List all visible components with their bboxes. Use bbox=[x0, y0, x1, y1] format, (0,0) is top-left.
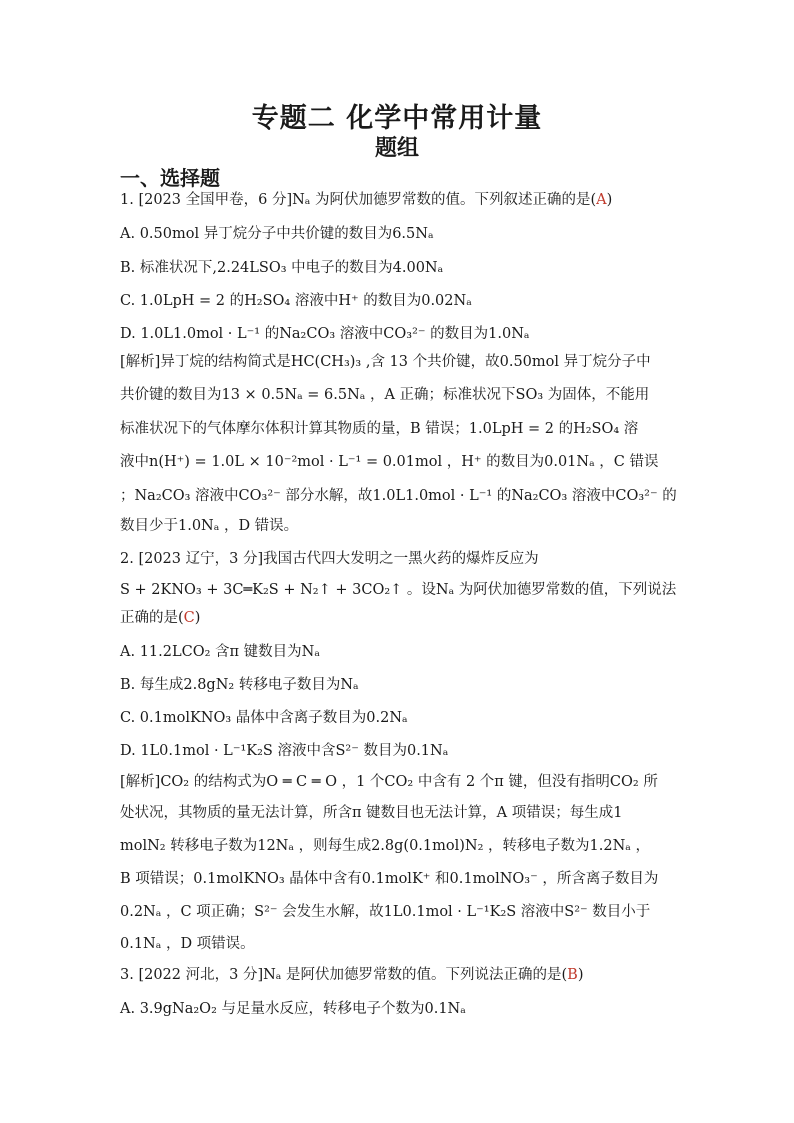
q1-analysis-line: ；Na₂CO₃ 溶液中CO₃²⁻ 部分水解，故1.0L1.0mol · L⁻¹ 的Na₂CO₃ 溶液中CO₃²⁻ 的 bbox=[120, 488, 677, 504]
q1-option-c: C. 1.0LpH = 2 的H₂SO₄ 溶液中H⁺ 的数目为0.02Nₐ bbox=[120, 293, 472, 309]
q1-option-d: D. 1.0L1.0mol · L⁻¹ 的Na₂CO₃ 溶液中CO₃²⁻ 的数目为1.0Nₐ bbox=[120, 326, 530, 342]
q3-close-paren: ) bbox=[577, 967, 584, 983]
q2-close-paren: ) bbox=[194, 610, 201, 626]
q1-option-b: B. 标准状况下,2.24LSO₃ 中电子的数目为4.00Nₐ bbox=[120, 260, 444, 276]
q1-analysis-line: 液中n(H⁺) = 1.0L × 10⁻²mol · L⁻¹ = 0.01mol ，H⁺ 的数目为0.01Nₐ ，C 错误 bbox=[120, 454, 659, 470]
q1-analysis-line: 标准状况下的气体摩尔体积计算其物质的量，B 错误；1.0LpH = 2 的H₂SO₄ 溶 bbox=[120, 421, 639, 437]
q2-stem-line-3 bbox=[120, 608, 200, 628]
q1-stem: 1. [2023 全国甲卷，6 分]Nₐ 为阿伏加德罗常数的值。下列叙述正确的是( bbox=[120, 192, 597, 208]
q2-option-a: A. 11.2LCO₂ 含π 键数目为Nₐ bbox=[120, 644, 320, 660]
q2-analysis-line: 0.1Nₐ ，D 项错误。 bbox=[120, 936, 255, 952]
q3-option-a: A. 3.9gNa₂O₂ 与足量水反应，转移电子个数为0.1Nₐ bbox=[120, 1001, 466, 1017]
page-title: 专题二 化学中常用计量 bbox=[251, 103, 543, 134]
page-subtitle: 题组 bbox=[374, 135, 419, 161]
q1-close-paren: ) bbox=[606, 192, 613, 208]
q2-analysis-line: 0.2Nₐ ，C 项正确；S²⁻ 会发生水解，故1L0.1mol · L⁻¹K₂S 溶液中S²⁻ 数目小于 bbox=[120, 904, 651, 920]
q3-stem: 3. [2022 河北，3 分]Nₐ 是阿伏加德罗常数的值。下列说法正确的是( bbox=[120, 967, 568, 983]
q1-option-a: A. 0.50mol 异丁烷分子中共价键的数目为6.5Nₐ bbox=[120, 226, 434, 242]
q2-analysis-line: molN₂ 转移电子数为12Nₐ ，则每生成2.8g(0.1mol)N₂ ，转移电子数为1.2Nₐ ， bbox=[120, 838, 650, 854]
section-heading: 一、选择题 bbox=[120, 166, 220, 190]
q1-stem-line bbox=[120, 190, 612, 210]
q2-option-c: C. 0.1molKNO₃ 晶体中含离子数目为0.2Nₐ bbox=[120, 710, 408, 726]
q3-answer: B bbox=[567, 967, 578, 983]
q2-option-b: B. 每生成2.8gN₂ 转移电子数目为Nₐ bbox=[120, 677, 359, 693]
q1-analysis-line: 共价键的数目为13 × 0.5Nₐ = 6.5Nₐ ，A 正确；标准状况下SO₃ 为固体，不能用 bbox=[120, 387, 650, 403]
q1-answer: A bbox=[596, 192, 607, 208]
q2-option-d: D. 1L0.1mol · L⁻¹K₂S 溶液中含S²⁻ 数目为0.1Nₐ bbox=[120, 743, 449, 759]
q1-analysis-line: 数目少于1.0Nₐ ，D 错误。 bbox=[120, 518, 299, 534]
q2-answer: C bbox=[183, 610, 195, 626]
q2-stem-end: 正确的是( bbox=[120, 610, 184, 626]
q2-stem-line-1: 2. [2023 辽宁，3 分]我国古代四大发明之一黑火药的爆炸反应为 bbox=[120, 551, 539, 567]
q3-stem-line bbox=[120, 965, 583, 985]
q2-analysis-line: [解析]CO₂ 的结构式为O ═ C ═ O ，1 个CO₂ 中含有 2 个π 键，但没有指明CO₂ 所 bbox=[120, 774, 658, 790]
q2-stem-line-2: S + 2KNO₃ + 3C═K₂S + N₂↑ + 3CO₂↑ 。设Nₐ 为阿伏加德罗常数的值，下列说法 bbox=[120, 582, 677, 598]
q2-analysis-line: B 项错误；0.1molKNO₃ 晶体中含有0.1molK⁺ 和0.1molNO₃⁻ ，所含离子数目为 bbox=[120, 871, 659, 887]
q2-analysis-line: 处状况，其物质的量无法计算，所含π 键数目也无法计算，A 项错误；每生成1 bbox=[120, 805, 623, 821]
q1-analysis-line: [解析]异丁烷的结构简式是HC(CH₃)₃ ,含 13 个共价键，故0.50mol 异丁烷分子中 bbox=[120, 354, 651, 370]
